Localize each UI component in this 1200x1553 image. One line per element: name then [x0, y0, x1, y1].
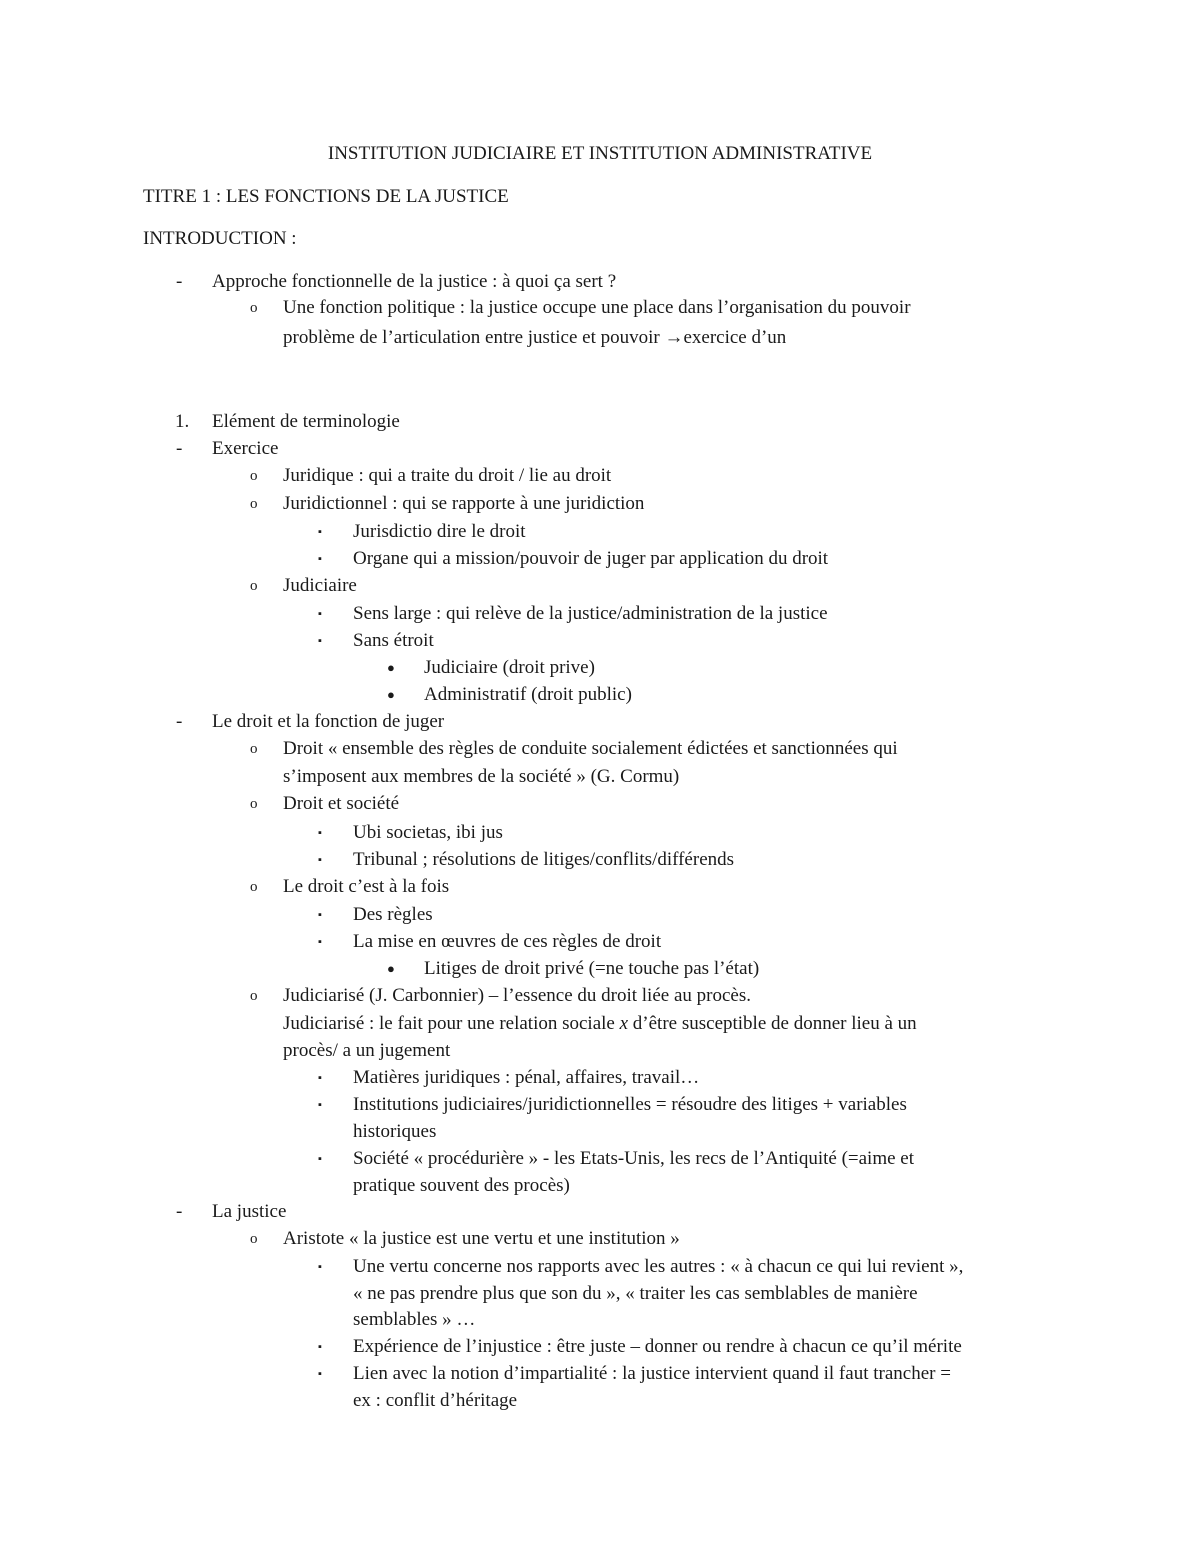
square-marker: ▪	[318, 1261, 322, 1273]
list-item: Lien avec la notion d’impartialité : la justice intervient quand il faut trancher =	[353, 1363, 951, 1384]
square-marker: ▪	[318, 608, 322, 620]
section-heading-introduction: INTRODUCTION :	[143, 228, 297, 249]
list-item: La mise en œuvres de ces règles de droit	[353, 931, 662, 952]
square-marker: ▪	[318, 1368, 322, 1380]
number-marker: 1.	[175, 411, 190, 432]
dash-marker: -	[176, 438, 183, 459]
list-item-continuation: procès/ a un jugement	[283, 1040, 451, 1061]
list-item: Tribunal ; résolutions de litiges/conflits/différends	[353, 849, 735, 870]
square-marker: ▪	[318, 909, 322, 921]
circle-marker: o	[250, 741, 258, 757]
list-item: Sans étroit	[353, 630, 434, 651]
dash-marker: -	[176, 711, 183, 732]
list-item: Société « procédurière » - les Etats-Unis, les recs de l’Antiquité (=aime et	[353, 1148, 914, 1169]
list-item: Organe qui a mission/pouvoir de juger par application du droit	[353, 548, 829, 569]
list-item-continuation	[283, 326, 786, 350]
circle-marker: o	[250, 1231, 258, 1247]
list-item: Institutions judiciaires/juridictionnelles = résoudre des litiges + variables	[353, 1094, 907, 1115]
circle-marker: o	[250, 796, 258, 812]
square-marker: ▪	[318, 1099, 322, 1111]
circle-marker: o	[250, 468, 258, 484]
list-item-continuation: semblables » …	[353, 1309, 476, 1330]
list-item: Approche fonctionnelle de la justice : à quoi ça sert ?	[212, 271, 617, 292]
list-item-continuation: « ne pas prendre plus que son du », « traiter les cas semblables de manière	[353, 1283, 918, 1304]
square-marker: ▪	[318, 635, 322, 647]
list-item: Elément de terminologie	[212, 411, 400, 432]
list-item: Exercice	[212, 438, 279, 459]
list-item: Expérience de l’injustice : être juste – donner ou rendre à chacun ce qu’il mérite	[353, 1336, 962, 1357]
list-item: Droit « ensemble des règles de conduite socialement édictées et sanctionnées qui	[283, 738, 898, 759]
list-item-continuation: pratique souvent des procès)	[353, 1175, 570, 1196]
square-marker: ▪	[318, 526, 322, 538]
list-item-continuation: historiques	[353, 1121, 437, 1142]
list-item: Jurisdictio dire le droit	[353, 521, 526, 542]
bullet-marker: ●	[387, 687, 395, 702]
list-item: Judiciarisé (J. Carbonnier) – l’essence du droit liée au procès.	[283, 985, 751, 1006]
list-item: La justice	[212, 1201, 287, 1222]
list-item: Aristote « la justice est une vertu et une institution »	[283, 1228, 680, 1249]
circle-marker: o	[250, 496, 258, 512]
list-item: Une vertu concerne nos rapports avec les autres : « à chacun ce qui lui revient »,	[353, 1256, 964, 1277]
circle-marker: o	[250, 578, 258, 594]
bullet-marker: ●	[387, 961, 395, 976]
list-item: Le droit c’est à la fois	[283, 876, 450, 897]
list-item: Juridique : qui a traite du droit / lie au droit	[283, 465, 612, 486]
arrow-right-icon: →	[664, 327, 684, 348]
square-marker: ▪	[318, 1153, 322, 1165]
square-marker: ▪	[318, 1072, 322, 1084]
list-item: Matières juridiques : pénal, affaires, travail…	[353, 1067, 700, 1088]
list-item: Juridictionnel : qui se rapporte à une juridiction	[283, 493, 645, 514]
text-run: exercice d’un	[683, 327, 787, 348]
dash-marker: -	[176, 271, 183, 292]
square-marker: ▪	[318, 936, 322, 948]
list-item: Une fonction politique : la justice occupe une place dans l’organisation du pouvoir	[283, 297, 911, 318]
list-item: Le droit et la fonction de juger	[212, 711, 445, 732]
list-item: Droit et société	[283, 793, 400, 814]
list-item: Judiciaire (droit prive)	[424, 657, 595, 678]
list-item: Sens large : qui relève de la justice/administration de la justice	[353, 603, 828, 624]
list-item-continuation: s’imposent aux membres de la société » (G. Cormu)	[283, 766, 680, 787]
document-title: INSTITUTION JUDICIAIRE ET INSTITUTION ADMINISTRATIVE	[327, 143, 873, 164]
square-marker: ▪	[318, 1341, 322, 1353]
dash-marker: -	[176, 1201, 183, 1222]
square-marker: ▪	[318, 553, 322, 565]
italic-variable: x	[619, 1013, 629, 1034]
list-item: Litiges de droit privé (=ne touche pas l’état)	[424, 958, 760, 979]
list-item: Judiciaire	[283, 575, 357, 596]
circle-marker: o	[250, 300, 258, 316]
text-run: Judiciarisé : le fait pour une relation sociale	[283, 1013, 620, 1034]
bullet-marker: ●	[387, 660, 395, 675]
list-item: Ubi societas, ibi jus	[353, 822, 503, 843]
text-run: d’être susceptible de donner lieu à un	[628, 1013, 917, 1034]
list-item-continuation: ex : conflit d’héritage	[353, 1390, 518, 1411]
list-item: Administratif (droit public)	[424, 684, 632, 705]
section-heading-titre: TITRE 1 : LES FONCTIONS DE LA JUSTICE	[143, 186, 509, 207]
list-item: Des règles	[353, 904, 433, 925]
square-marker: ▪	[318, 827, 322, 839]
square-marker: ▪	[318, 854, 322, 866]
circle-marker: o	[250, 879, 258, 895]
list-item-continuation	[283, 1012, 917, 1036]
text-run: problème de l’articulation entre justice et pouvoir	[283, 327, 665, 348]
circle-marker: o	[250, 988, 258, 1004]
